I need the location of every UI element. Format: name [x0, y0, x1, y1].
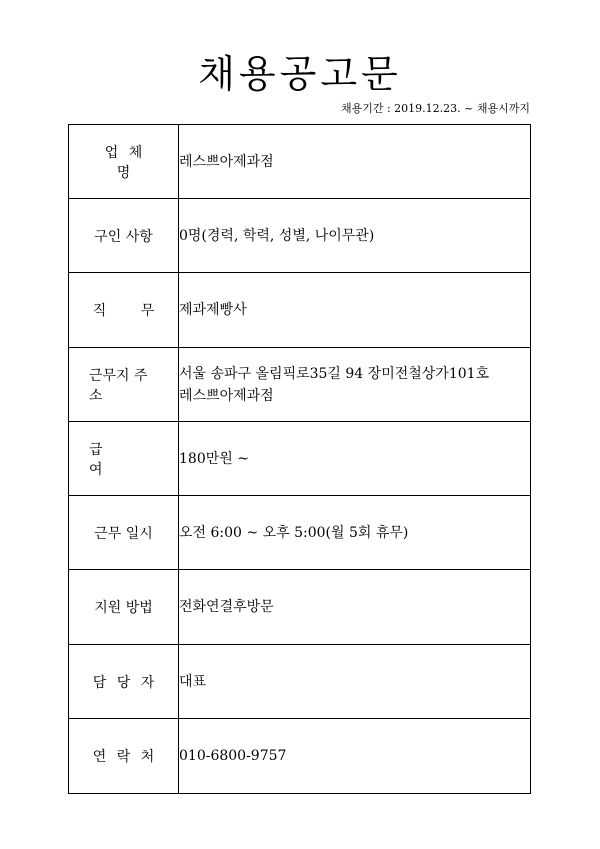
- label-address: 근무지 주소: [89, 367, 148, 404]
- label-salary: 급 여: [89, 441, 103, 478]
- address-line-1: 서울 송파구 올림픽로35길 94 장미전철상가101호: [179, 365, 490, 382]
- table-row: [69, 125, 531, 199]
- label-cell: [69, 273, 179, 348]
- label-company: 업 체 명: [104, 144, 143, 181]
- job-posting-table: [68, 124, 531, 794]
- row-label-company: [69, 142, 178, 182]
- label-cell: [69, 645, 179, 719]
- label-cell: [69, 199, 179, 273]
- address-line-2: 레스쁘아제과점: [179, 387, 274, 404]
- label-manager: 담 당 자: [92, 674, 155, 691]
- table-row: [69, 422, 531, 496]
- value-duty: 제과제빵사: [179, 273, 531, 348]
- table-row: [69, 570, 531, 645]
- value-company: 레스쁘아제과점: [179, 125, 531, 199]
- value-contact: 010-6800-9757: [179, 719, 531, 794]
- page-title: 채용공고문: [198, 52, 402, 96]
- table-row: [69, 645, 531, 719]
- label-hours: 근무 일시: [94, 525, 153, 542]
- label-cell: [69, 496, 179, 570]
- row-label-contact: [69, 746, 178, 766]
- label-requirements: 구인 사항: [94, 228, 153, 245]
- table-row: [69, 719, 531, 794]
- row-label-duty: [69, 300, 178, 320]
- value-salary: 180만원 ~: [179, 422, 531, 496]
- table-row: [69, 273, 531, 348]
- row-label-manager: [69, 672, 178, 692]
- value-address: [179, 348, 531, 422]
- table-row: [69, 496, 531, 570]
- value-requirements: 0명(경력, 학력, 성별, 나이무관): [179, 199, 531, 273]
- value-manager: 대표: [179, 645, 531, 719]
- label-cell: [69, 570, 179, 645]
- label-duty: 직 무: [92, 303, 155, 319]
- row-label-apply: [69, 597, 178, 617]
- label-apply: 지원 방법: [94, 600, 153, 616]
- label-cell: [69, 719, 179, 794]
- row-label-salary: [69, 439, 178, 479]
- label-cell: [69, 348, 179, 422]
- row-label-hours: [69, 523, 178, 543]
- recruitment-period: 채용기간 : 2019.12.23. ~ 채용시까지: [340, 102, 530, 115]
- label-cell: [69, 125, 179, 199]
- row-label-address: [69, 365, 178, 405]
- value-hours: 오전 6:00 ~ 오후 5:00(월 5회 휴무): [179, 496, 531, 570]
- table-row: [69, 348, 531, 422]
- label-contact: 연 락 처: [92, 749, 155, 765]
- table-row: [69, 199, 531, 273]
- value-apply: 전화연결후방문: [179, 570, 531, 645]
- row-label-requirements: [69, 226, 178, 246]
- label-cell: [69, 422, 179, 496]
